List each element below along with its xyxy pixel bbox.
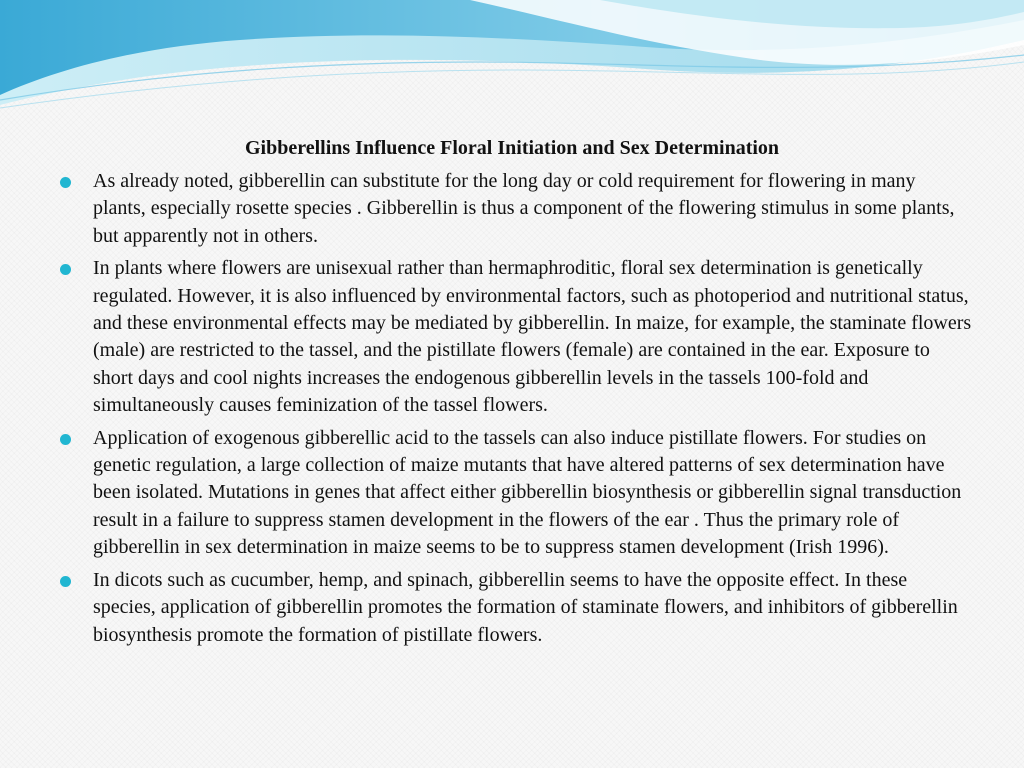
bullet-dot-icon — [60, 434, 71, 445]
bullet-dot-icon — [60, 264, 71, 275]
bullet-item — [93, 567, 973, 649]
bullet-item — [93, 168, 973, 250]
bullet-item — [93, 255, 973, 419]
bullet-text: As already noted, gibberellin can substitute for the long day or cold requirement for flowering in many plants, especially rosette species . Gibberellin is thus a component of the flowering stimulus in some plants, but apparently not in others. — [93, 170, 955, 247]
bullet-item — [93, 425, 973, 562]
bullet-text: Application of exogenous gibberellic acid to the tassels can also induce pistillate flowers. For studies on genetic regulation, a large collection of maize mutants that have altered patterns of sex determination have been isolated. Mutations in genes that affect either gibberellin biosynthesis or gibberellin signal transduction result in a failure to suppress stamen development in the flowers of the ear . Thus the primary role of gibberellin in sex determination in maize seems to be to suppress stamen development (Irish 1996). — [93, 426, 962, 559]
header-wave-decoration — [0, 0, 1024, 120]
bullet-dot-icon — [60, 576, 71, 587]
bullet-text: In dicots such as cucumber, hemp, and spinach, gibberellin seems to have the opposite effect. In these species, application of gibberellin promotes the formation of staminate flowers, and inhibitors of gibberellin biosynthesis promote the formation of pistillate flowers. — [93, 568, 958, 646]
bullet-text: In plants where flowers are unisexual rather than hermaphroditic, floral sex determination is genetically regulated. However, it is also influenced by environmental factors, such as photoperiod and nutritional status, and these environmental effects may be mediated by gibberellin. In maize, for example, the staminate flowers (male) are restricted to the tassel, and the pistillate flowers (female) are contained in the ear. Exposure to short days and cool nights increases the endogenous gibberellin levels in the tassels 100-fold and simultaneously causes feminization of the tassel flowers. — [93, 257, 972, 417]
bullet-list — [93, 168, 973, 654]
bullet-dot-icon — [60, 177, 71, 188]
slide-title: Gibberellins Influence Floral Initiation and Sex Determination — [244, 137, 780, 159]
